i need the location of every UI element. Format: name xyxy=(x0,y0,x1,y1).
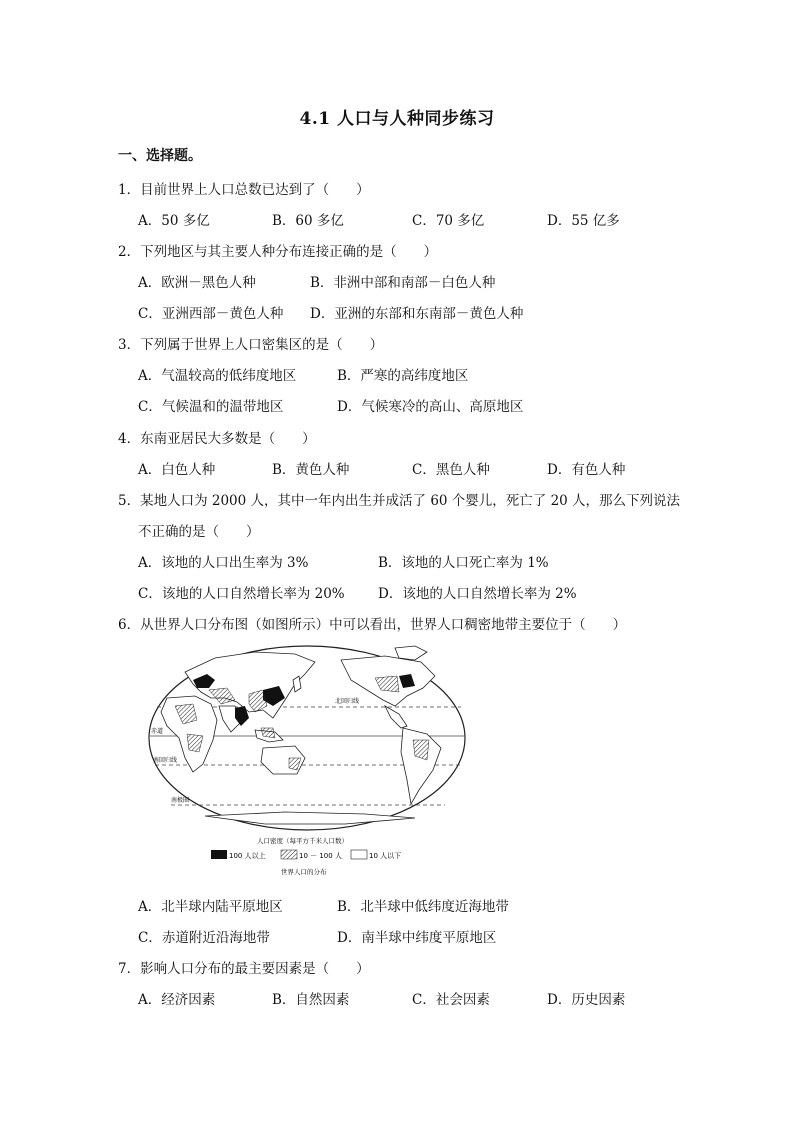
question-2-stem: 2．下列地区与其主要人种分布连接正确的是（ ） xyxy=(118,244,438,260)
q2-option-b: B．非洲中部和南部－白色人种 xyxy=(310,275,496,291)
q6-option-b: B．北半球中低纬度近海地带 xyxy=(337,899,509,915)
q3-option-b: B．严寒的高纬度地区 xyxy=(337,368,469,384)
question-1-stem: 1．目前世界上人口总数已达到了（ ） xyxy=(118,182,370,198)
legend-label-low: 10 人以下 xyxy=(369,852,402,860)
label-antarctic-circle: 南极圈 xyxy=(171,797,190,804)
q1-option-d: D．55 亿多 xyxy=(547,213,620,229)
question-5-stem: 5．某地人口为 2000 人，其中一年内出生并成活了 60 个婴儿，死亡了 20 人，那么下列说法 xyxy=(118,493,681,509)
q3-option-d: D．气候寒冷的高山、高原地区 xyxy=(337,399,524,415)
legend xyxy=(211,850,401,860)
q5-option-a: A．该地的人口出生率为 3% xyxy=(138,555,309,571)
page-title: 4.1 人口与人种同步练习 xyxy=(299,109,495,129)
label-tropic-of-cancer: 北回归线 xyxy=(335,698,360,705)
q6-option-c: C．赤道附近沿海地带 xyxy=(138,930,270,946)
section-heading: 一、选择题。 xyxy=(118,148,202,164)
q1-option-b: B．60 多亿 xyxy=(272,213,344,229)
q7-option-b: B．自然因素 xyxy=(272,992,350,1008)
q3-option-a: A．气温较高的低纬度地区 xyxy=(138,368,297,384)
legend-label-high: 100 人以上 xyxy=(229,852,266,860)
map-caption: 世界人口的分布 xyxy=(281,868,327,876)
question-3-stem: 3．下列属于世界上人口密集区的是（ ） xyxy=(118,337,384,353)
q7-option-a: A．经济因素 xyxy=(138,992,216,1008)
q5-option-b: B．该地的人口死亡率为 1% xyxy=(378,555,549,571)
world-population-map xyxy=(145,640,475,880)
label-equator: 赤道 xyxy=(151,728,164,735)
q7-option-d: D．历史因素 xyxy=(547,992,626,1008)
question-7-stem: 7．影响人口分布的最主要因素是（ ） xyxy=(118,961,370,977)
legend-swatch-high xyxy=(211,850,227,859)
q3-option-c: C．气候温和的温带地区 xyxy=(138,399,284,415)
q2-option-d: D．亚洲的东部和东南部－黄色人种 xyxy=(310,306,524,322)
question-5-stem-continued: 不正确的是（ ） xyxy=(138,524,260,540)
legend-swatch-medium xyxy=(281,850,297,859)
q4-option-a: A．白色人种 xyxy=(138,462,216,478)
q7-option-c: C．社会因素 xyxy=(412,992,490,1008)
q2-option-c: C．亚洲西部－黄色人种 xyxy=(138,306,284,322)
q4-option-d: D．有色人种 xyxy=(547,462,626,478)
q6-option-d: D．南半球中纬度平原地区 xyxy=(337,930,497,946)
q5-option-d: D．该地的人口自然增长率为 2% xyxy=(378,586,577,602)
q4-option-c: C．黑色人种 xyxy=(412,462,490,478)
q1-option-c: C．70 多亿 xyxy=(412,213,485,229)
q4-option-b: B．黄色人种 xyxy=(272,462,350,478)
legend-label-medium: 10 － 100 人 xyxy=(299,852,342,860)
question-4-stem: 4．东南亚居民大多数是（ ） xyxy=(118,431,316,447)
label-tropic-of-capricorn: 南回归线 xyxy=(153,757,178,764)
legend-swatch-low xyxy=(351,850,367,859)
q1-option-a: A．50 多亿 xyxy=(138,213,210,229)
legend-title: 人口密度（每平方千米人口数） xyxy=(257,837,348,845)
q5-option-c: C．该地的人口自然增长率为 20% xyxy=(138,586,345,602)
q2-option-a: A．欧洲－黑色人种 xyxy=(138,275,256,291)
question-6-stem: 6．从世界人口分布图（如图所示）中可以看出，世界人口稠密地带主要位于（ ） xyxy=(118,617,627,633)
q6-option-a: A．北半球内陆平原地区 xyxy=(138,899,283,915)
